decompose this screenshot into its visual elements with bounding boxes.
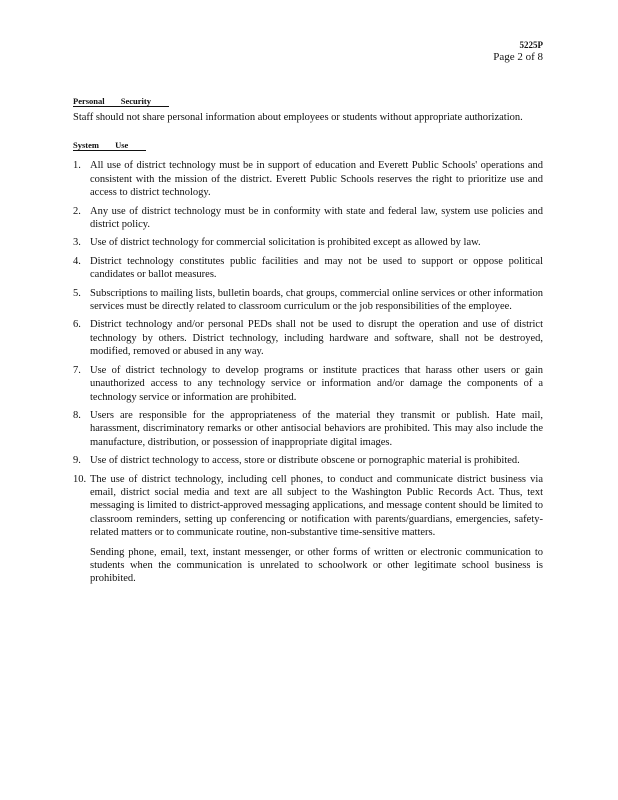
list-item (73, 364, 543, 404)
list-item-text: Any use of district technology must be in conformity with state and federal law, system use policies and district policy. (90, 205, 543, 231)
system-use-list (73, 159, 543, 585)
list-item-number: 7. (73, 364, 81, 376)
list-item (73, 318, 543, 358)
list-item (73, 205, 543, 232)
list-item (73, 236, 543, 249)
section-heading-system-use: System Use (73, 140, 146, 151)
list-item (73, 409, 543, 449)
list-item-number: 3. (73, 237, 81, 249)
list-item-text: District technology and/or personal PEDs shall not be used to disrupt the operation and use of district technology by others. District technology, including hardware and software, shall not be destroyed, modified, removed or abused in any way. (90, 319, 543, 358)
list-item-text: All use of district technology must be in support of education and Everett Public Schools' operations and consistent with the mission of the district. Everett Public Schools reserves the right to prioritize use and access to district technology. (90, 160, 543, 199)
list-item-extra-paragraph: Sending phone, email, text, instant messenger, or other forms of written or electronic communication to students when the communication is unrelated to schoolwork or other legitimate school business is prohibited. (90, 546, 543, 585)
document-body (73, 95, 543, 591)
list-item-number: 4. (73, 255, 81, 267)
list-item (73, 255, 543, 282)
list-item-number: 2. (73, 205, 81, 217)
list-item-number: 8. (73, 409, 81, 421)
list-item (73, 159, 543, 199)
page-header (493, 40, 543, 64)
list-item (73, 473, 543, 586)
page-number: Page 2 of 8 (493, 51, 543, 63)
list-item-number: 6. (73, 319, 81, 331)
list-item-number: 1. (73, 160, 81, 172)
list-item-text: District technology constitutes public facilities and may not be used to support or oppose political candidates or ballot measures. (90, 255, 543, 281)
list-item-text: Use of district technology for commercial solicitation is prohibited except as allowed by law. (90, 237, 481, 249)
list-item-text: Users are responsible for the appropriateness of the material they transmit or publish. Hate mail, harassment, discriminatory remarks or other antisocial behaviors are prohibited. This may also include the manufacture, distribution, or possession of inappropriate digital images. (90, 409, 543, 448)
policy-number: 5225P (519, 40, 543, 50)
list-item (73, 454, 543, 467)
list-item-number: 5. (73, 287, 81, 299)
list-item-number: 10. (73, 473, 87, 485)
list-item-text: The use of district technology, including cell phones, to conduct and communicate district business via email, district social media and text are all subject to the Washington Public Records Act. Thus, text messaging is limited to district-approved messaging applications, and message content should be limited to classroom reminders, setting up conferencing or notification with parents/guardians, emergencies, safety-related matters or to communicate routine, non-substantive time-sensitive matters. (90, 473, 543, 539)
list-item-text: Use of district technology to develop programs or institute practices that harass other users or gain unauthorized access to any technology service or information and/or damage the components of a technology service or information are prohibited. (90, 364, 543, 403)
list-item-text: Subscriptions to mailing lists, bulletin boards, chat groups, commercial online services or other information services must be directly related to classroom curriculum or the job responsibilities of the employee. (90, 287, 543, 313)
list-item (73, 287, 543, 314)
list-item-number: 9. (73, 455, 81, 467)
personal-security-text: Staff should not share personal information about employees or students without appropriate authorization. (73, 112, 523, 123)
list-item-text: Use of district technology to access, store or distribute obscene or pornographic material is prohibited. (90, 455, 520, 467)
section-heading-personal-security: Personal Security (73, 96, 169, 107)
